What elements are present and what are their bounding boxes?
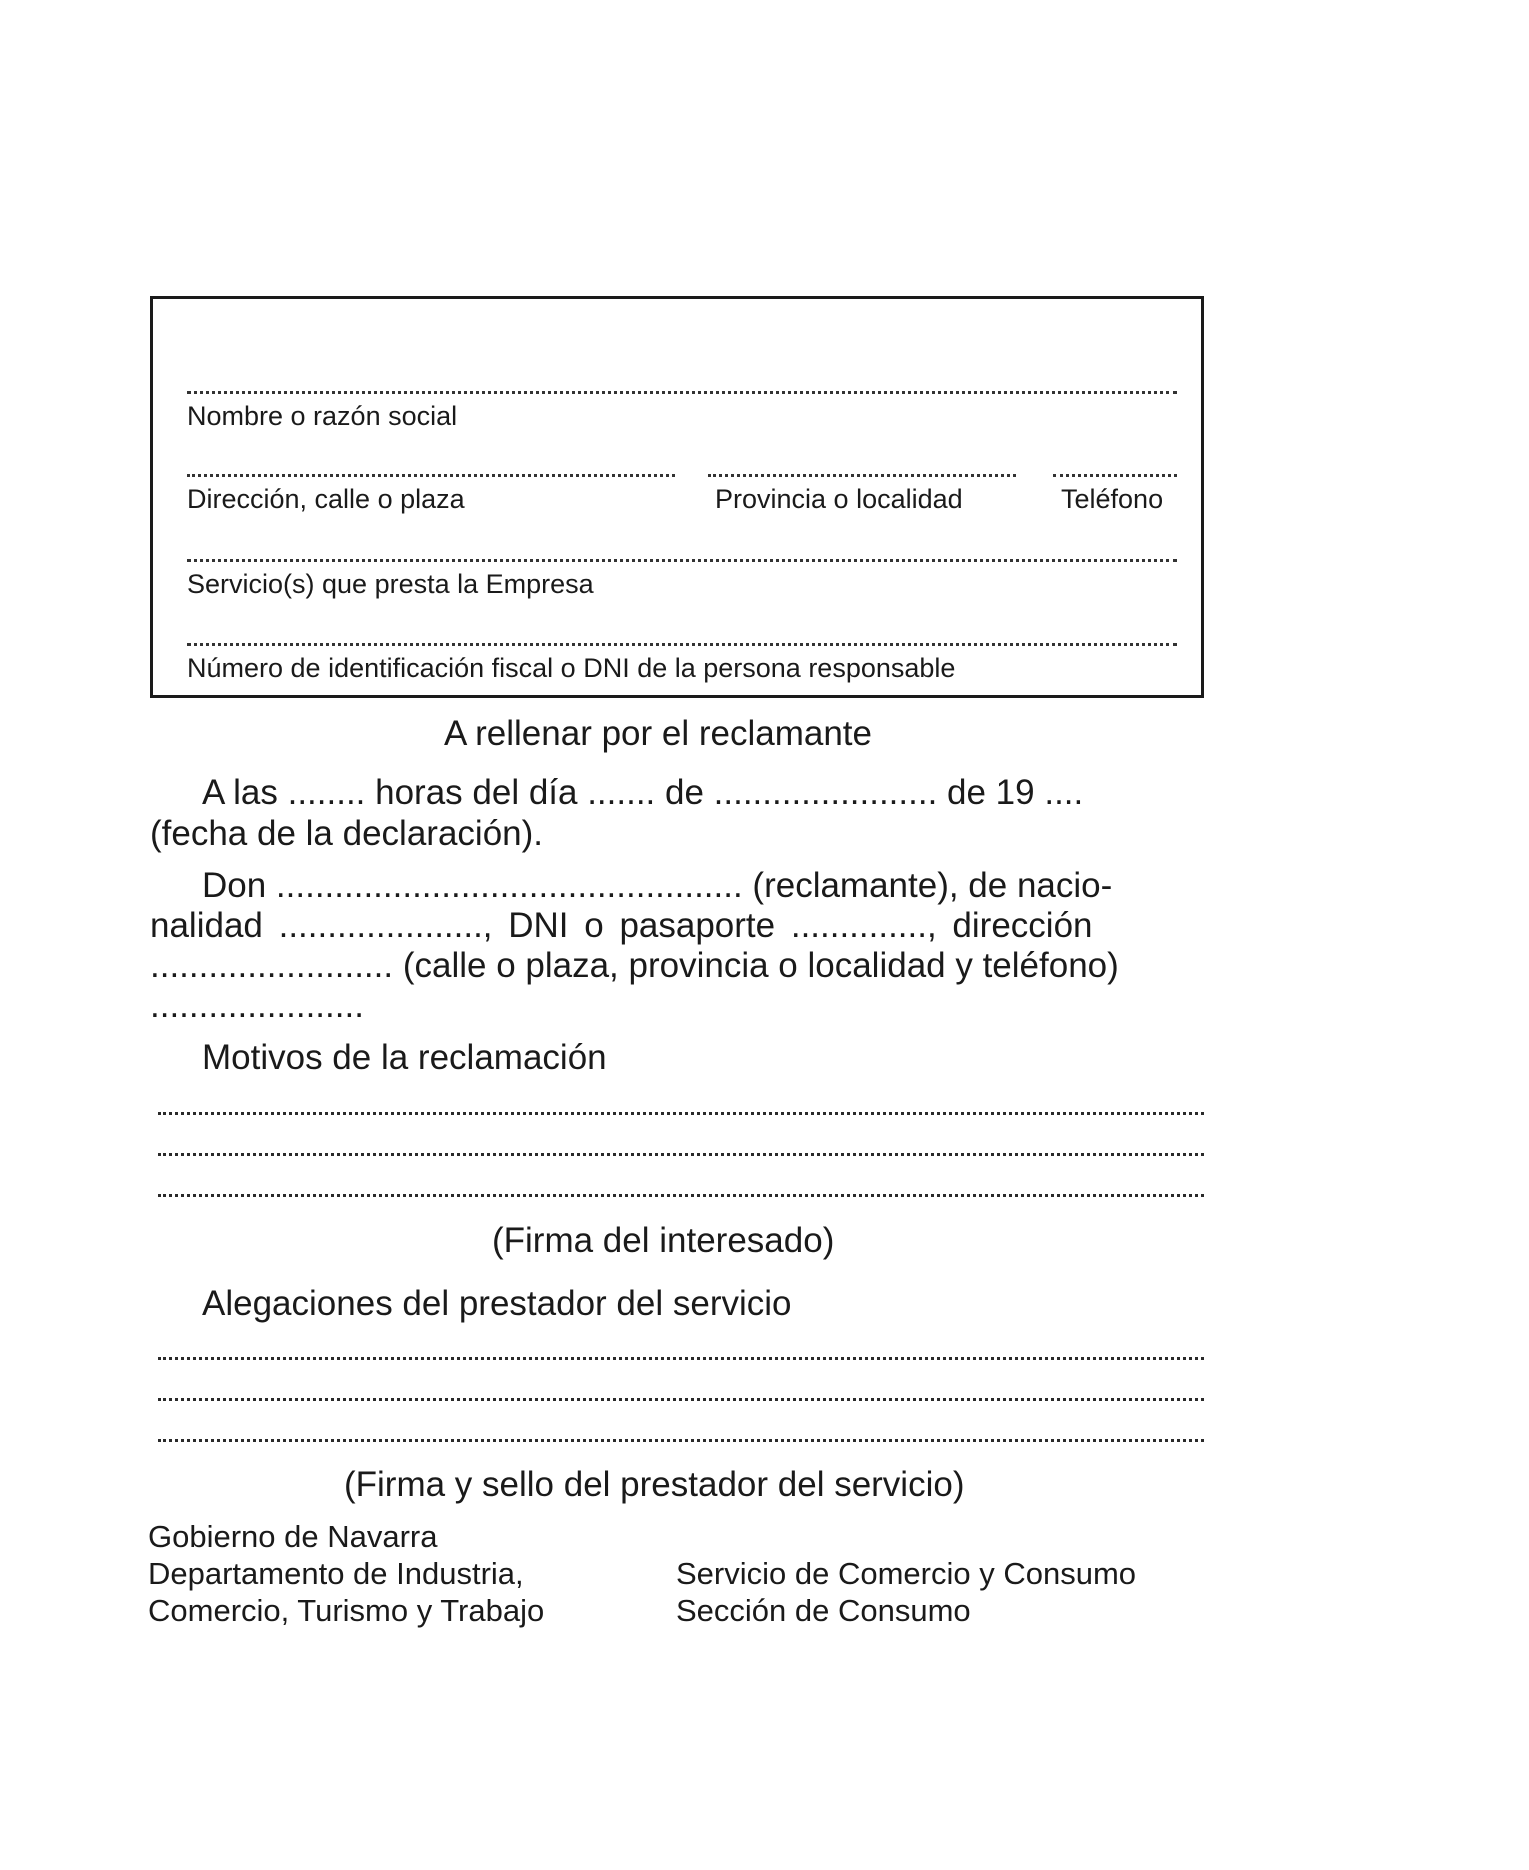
footer-service-line-1: Servicio de Comercio y Consumo <box>676 1556 1137 1591</box>
footer-service-line-2: Sección de Consumo <box>676 1593 971 1628</box>
don-line-2: nalidad ....................., DNI o pasaporte .............., dirección <box>150 906 1093 945</box>
don-line-4: ...................... <box>150 986 364 1025</box>
nif-field-line[interactable] <box>187 643 1177 646</box>
provider-line[interactable] <box>158 1439 1204 1442</box>
provider-line[interactable] <box>158 1398 1204 1401</box>
name-field-line[interactable] <box>187 391 1177 394</box>
footer-dept-line-2: Comercio, Turismo y Trabajo <box>148 1593 545 1628</box>
address-field-line[interactable] <box>187 474 675 477</box>
footer-dept-line-1: Departamento de Industria, <box>148 1556 524 1591</box>
reasons-line[interactable] <box>158 1194 1204 1197</box>
date-line-1: A las ........ horas del día ....... de ....................... de 19 .... <box>202 773 1084 812</box>
reasons-heading: Motivos de la reclamación <box>202 1038 607 1077</box>
claimant-heading: A rellenar por el reclamante <box>444 714 872 753</box>
don-line-1: Don ................................................ (reclamante), de nacio- <box>202 866 1113 905</box>
phone-label: Teléfono <box>1061 484 1164 514</box>
date-line-2: (fecha de la declaración). <box>150 814 543 853</box>
province-field-line[interactable] <box>708 474 1016 477</box>
province-label: Provincia o localidad <box>715 484 963 514</box>
services-label: Servicio(s) que presta la Empresa <box>187 569 594 599</box>
services-field-line[interactable] <box>187 559 1177 562</box>
provider-heading: Alegaciones del prestador del servicio <box>202 1284 792 1323</box>
nif-label: Número de identificación fiscal o DNI de la persona responsable <box>187 653 956 683</box>
reasons-line[interactable] <box>158 1153 1204 1156</box>
reasons-line[interactable] <box>158 1112 1204 1115</box>
phone-field-line[interactable] <box>1053 474 1177 477</box>
company-info-box <box>150 296 1204 698</box>
don-line-3: ......................... (calle o plaza, provincia o localidad y teléfono) <box>150 946 1119 985</box>
provider-signature: (Firma y sello del prestador del servicio) <box>344 1465 965 1504</box>
provider-line[interactable] <box>158 1357 1204 1360</box>
claimant-signature: (Firma del interesado) <box>492 1221 835 1260</box>
address-label: Dirección, calle o plaza <box>187 484 465 514</box>
name-label: Nombre o razón social <box>187 401 458 431</box>
footer-gov: Gobierno de Navarra <box>148 1519 438 1554</box>
